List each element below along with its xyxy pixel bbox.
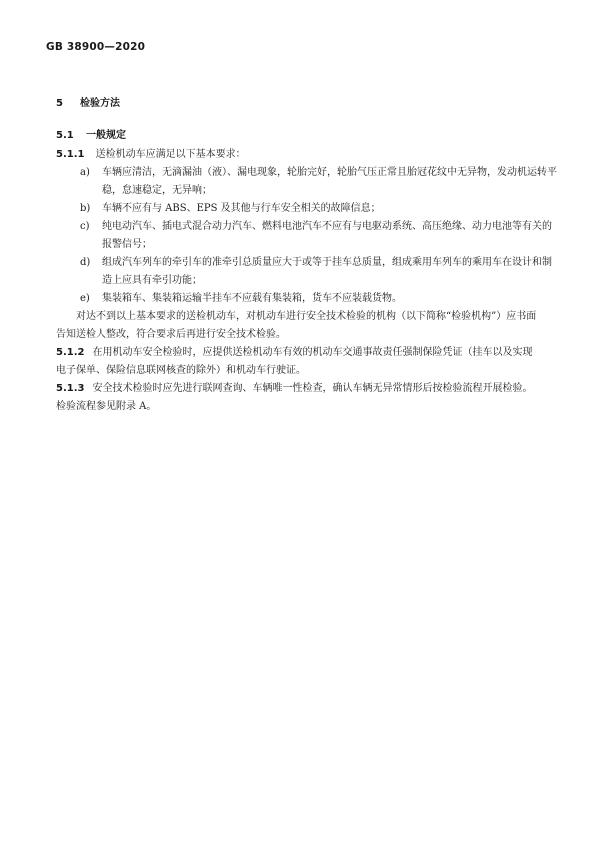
section-number: 5 (56, 98, 63, 109)
clause-text: 送检机动车应满足以下基本要求： (95, 149, 246, 160)
item-label: c) (80, 221, 90, 232)
item-label: e) (80, 293, 90, 304)
clause-text: 安全技术检验时应先进行联网查询、车辆唯一性检查，确认车辆无异常情形后按检验流程开展检验。检验流程参见附录 A。 (56, 383, 533, 412)
clause-5-1-3 (56, 380, 541, 416)
item-text: 组成汽车列车的牵引车的准牵引总质量应大于或等于挂车总质量，组成乘用车列车的乘用车在设计和制造上应具有牵引功能； (102, 257, 552, 286)
item-label: b) (80, 203, 91, 214)
list-item (80, 164, 557, 200)
section-title: 一般规定 (86, 130, 126, 141)
section-number: 5.1 (56, 130, 74, 141)
clause-5-1-1-after: 对达不到以上基本要求的送检机动车，对机动车进行安全技术检验的机构（以下简称“检验机构”）应书面告知送检人整改，符合要求后再进行安全技术检验。 (56, 311, 537, 340)
section-5-1-heading (56, 126, 126, 141)
list-item (80, 290, 557, 308)
item-text: 集装箱车、集装箱运输半挂车不应载有集装箱，货车不应装载货物。 (102, 293, 402, 304)
document-header: GB 38900—2020 (46, 41, 146, 53)
clause-text: 在用机动车安全检验时，应提供送检机动车有效的机动车交通事故责任强制保险凭证（挂车以及实现电子保单、保险信息联网核查的除外）和机动车行驶证。 (56, 347, 533, 376)
section-title: 检验方法 (80, 98, 120, 109)
clause-5-1-2 (56, 344, 541, 380)
item-label: d) (80, 257, 91, 268)
list-item (80, 200, 557, 218)
item-text: 纯电动汽车、插电式混合动力汽车、燃料电池汽车不应有与电驱动系统、高压绝缘、动力电池等有关的报警信号； (102, 221, 552, 250)
item-label: a) (80, 167, 90, 178)
section-5-heading (56, 94, 120, 109)
clause-number: 5.1.1 (56, 149, 85, 160)
list-item (80, 254, 557, 290)
item-text: 车辆应清洁，无滴漏油（液）、漏电现象，轮胎完好，轮胎气压正常且胎冠花纹中无异物，发动机运转平稳，怠速稳定，无异响； (102, 167, 557, 196)
clause-number: 5.1.3 (56, 383, 85, 394)
clause-5-1-1 (56, 146, 546, 164)
item-text: 车辆不应有与 ABS、EPS 及其他与行车安全相关的故障信息； (102, 203, 381, 214)
list-item (80, 218, 557, 254)
clause-number: 5.1.2 (56, 347, 85, 358)
